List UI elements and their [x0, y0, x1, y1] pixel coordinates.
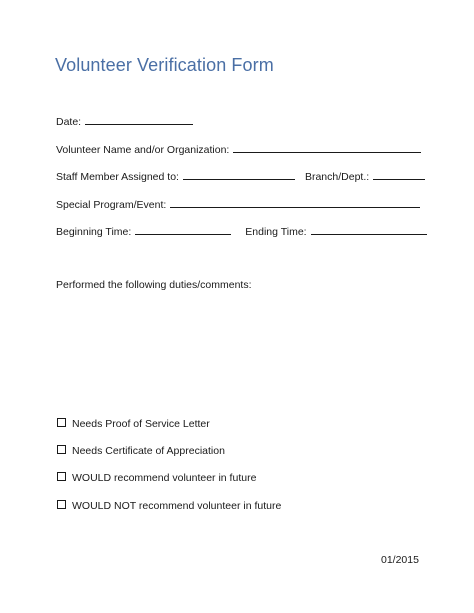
staff-label: Staff Member Assigned to:: [56, 171, 179, 183]
checkbox-icon[interactable]: [57, 472, 66, 481]
beginning-field[interactable]: [135, 223, 231, 235]
staff-row: [56, 168, 425, 184]
checkbox-row-certificate[interactable]: [57, 444, 225, 458]
checkbox-icon[interactable]: [57, 418, 66, 427]
volunteer-field[interactable]: [233, 141, 421, 153]
checkbox-icon[interactable]: [57, 500, 66, 509]
program-row: [56, 196, 420, 212]
branch-field[interactable]: [373, 168, 425, 180]
checkbox-row-proof[interactable]: [57, 417, 210, 431]
checkbox-label: WOULD recommend volunteer in future: [72, 472, 257, 484]
form-title: Volunteer Verification Form: [55, 55, 274, 75]
checkbox-label: Needs Certificate of Appreciation: [72, 445, 225, 457]
duties-label: Performed the following duties/comments:: [56, 279, 252, 291]
staff-field[interactable]: [183, 168, 295, 180]
date-label: Date:: [56, 116, 82, 128]
checkbox-label: Needs Proof of Service Letter: [72, 418, 210, 430]
checkbox-icon[interactable]: [57, 445, 66, 454]
date-row: [56, 113, 193, 129]
ending-label: Ending Time:: [245, 226, 307, 238]
checkbox-row-would-recommend[interactable]: [57, 471, 256, 485]
beginning-label: Beginning Time:: [56, 226, 132, 238]
date-field[interactable]: [85, 113, 193, 125]
program-label: Special Program/Event:: [56, 199, 167, 211]
program-field[interactable]: [170, 196, 420, 208]
volunteer-label: Volunteer Name and/or Organization:: [56, 144, 230, 156]
checkbox-label: WOULD NOT recommend volunteer in future: [72, 500, 282, 512]
form-version-code: 01/2015: [381, 554, 419, 566]
checkbox-row-would-not-recommend[interactable]: [57, 499, 281, 513]
ending-field[interactable]: [311, 223, 427, 235]
volunteer-row: [56, 141, 421, 157]
time-row: [56, 223, 427, 239]
branch-label: Branch/Dept.:: [304, 171, 370, 183]
